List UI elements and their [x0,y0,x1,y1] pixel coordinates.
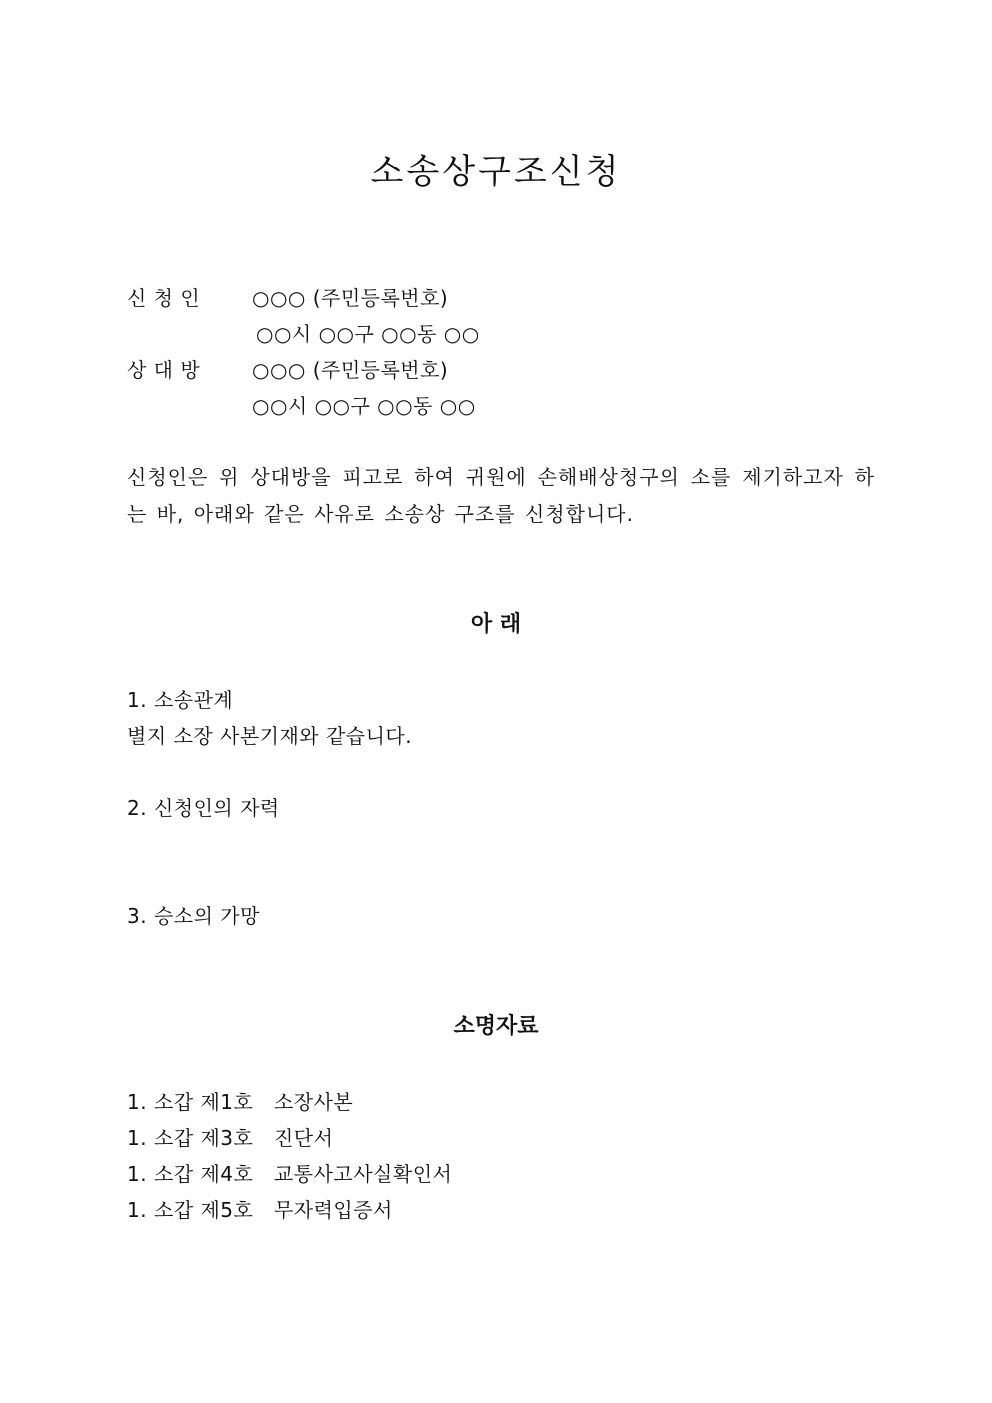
applicant-name: ○○○ (주민등록번호) [252,286,449,310]
item-title: 승소의 가망 [153,904,260,928]
evidence-ref: 소갑 제1호 [153,1090,254,1114]
applicant-address: ○○시 ○○구 ○○동 ○○ [256,322,480,346]
body-paragraph: 신청인은 위 상대방을 피고로 하여 귀원에 손해배상청구의 소를 제기하고자 하는 바, 아래와 같은 사유로 소송상 구조를 신청합니다. [127,465,875,526]
item-title: 소송관계 [153,688,234,712]
evidence-number: 1. [127,1126,148,1150]
evidence-ref: 소갑 제3호 [153,1126,254,1150]
item-3-heading [127,904,260,928]
evidence-desc: 소장사본 [273,1090,354,1114]
evidence-ref: 소갑 제4호 [153,1162,254,1186]
evidence-ref: 소갑 제5호 [153,1198,254,1222]
item-number: 1. [127,688,148,712]
item-number: 2. [127,796,148,820]
item-1-content: 별지 소장 사본기재와 같습니다. [127,724,413,748]
evidence-item-2 [127,1126,333,1150]
item-2-heading [127,796,280,820]
evidence-number: 1. [127,1090,148,1114]
evidence-desc: 진단서 [273,1126,334,1150]
evidence-number: 1. [127,1198,148,1222]
evidence-number: 1. [127,1162,148,1186]
document-title: 소송상구조신청 [370,152,622,192]
evidence-desc: 교통사고사실확인서 [273,1162,453,1186]
item-1-heading [127,688,233,712]
evidence-item-3 [127,1162,452,1186]
item-title: 신청인의 자력 [153,796,280,820]
opponent-name: ○○○ (주민등록번호) [252,358,449,382]
opponent-label: 상 대 방 [127,358,201,382]
evidence-desc: 무자력입증서 [273,1198,393,1222]
evidence-item-1 [127,1090,353,1114]
evidence-heading: 소명자료 [453,1013,539,1039]
applicant-label: 신 청 인 [127,286,201,310]
item-number: 3. [127,904,148,928]
evidence-item-4 [127,1198,393,1222]
opponent-address: ○○시 ○○구 ○○동 ○○ [252,394,476,418]
section-heading: 아 래 [470,611,522,637]
